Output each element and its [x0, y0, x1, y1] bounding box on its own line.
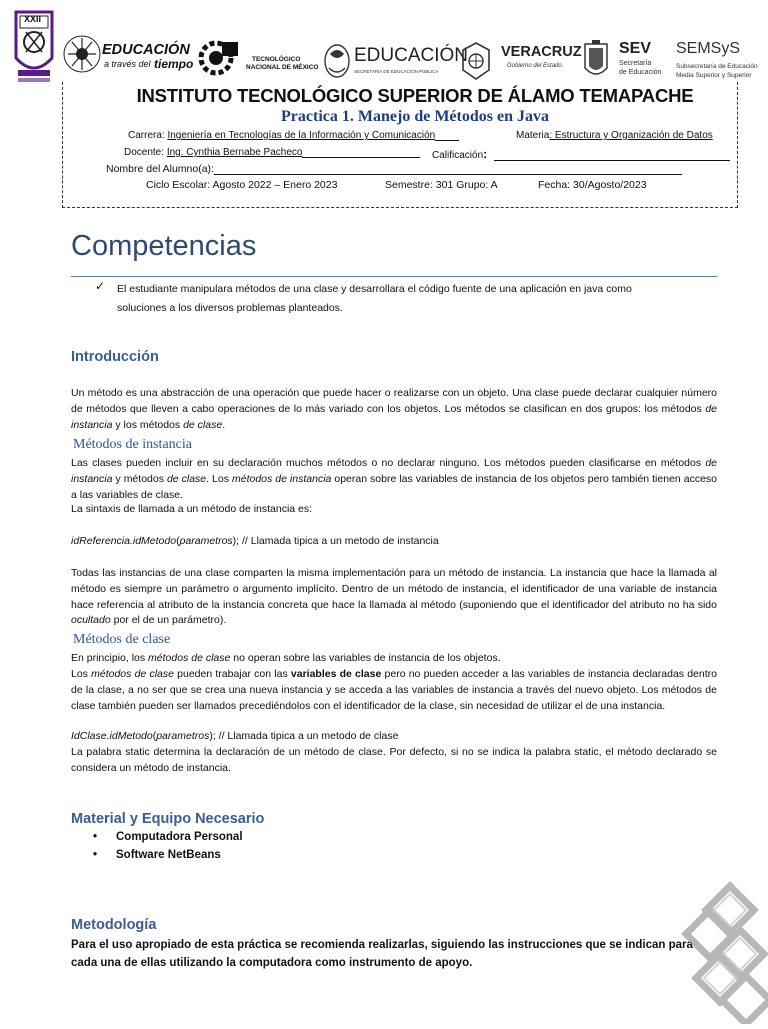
- sep-educacion-logo: [322, 42, 469, 82]
- bullet-icon: •: [93, 849, 98, 861]
- veracruz-wordmark: VERACRUZ: [501, 44, 582, 60]
- list-item: [93, 831, 243, 849]
- sev-subtitle-2: de Educación: [619, 69, 662, 76]
- educacion2-subtitle: SECRETARÍA DE EDUCACIÓN PÚBLICA: [354, 69, 439, 74]
- text-run: . Los: [206, 472, 232, 485]
- alumno-line: [106, 163, 682, 175]
- calificacion-field[interactable]: [494, 160, 730, 161]
- semsys-subtitle-1: Subsecretaría de Educación: [676, 63, 758, 70]
- tecnm-line2: NACIONAL DE MÉXICO: [246, 64, 319, 71]
- text-run-italic: métodos de instancia: [231, 472, 332, 485]
- sev-wordmark: SEV: [619, 40, 652, 57]
- text-run: pueden trabajar con las: [173, 668, 291, 680]
- text-run-italic: métodos de clase: [148, 652, 231, 664]
- text-run: En principio, los: [71, 652, 149, 664]
- text-run-italic: parametros: [179, 535, 233, 547]
- sev-logo: [619, 42, 675, 82]
- ciclo-escolar: Ciclo Escolar: Agosto 2022 – Enero 2023: [146, 179, 338, 191]
- docente-underline: [302, 157, 420, 158]
- bullet-icon: •: [93, 831, 98, 843]
- metodologia-text: Para el uso apropiado de esta práctica se recomienda realizarlas, siguiendo las instrucciones que se indican para cada una de ellas utilizando la computadora como instrumento de apoyo.: [71, 939, 693, 969]
- text-run: .: [222, 418, 226, 431]
- text-run: y métodos: [112, 472, 167, 485]
- material-heading: Material y Equipo Necesario: [71, 811, 265, 827]
- text-run: (: [176, 535, 180, 547]
- practice-title: Practica 1. Manejo de Métodos en Java: [281, 108, 549, 125]
- docente-line: [124, 147, 420, 158]
- semsys-wordmark: SEMSyS: [676, 40, 741, 57]
- carrera-line: [128, 130, 459, 141]
- materia-line: [516, 130, 713, 141]
- text-run: y los métodos: [112, 418, 184, 431]
- fecha: Fecha: 30/Agosto/2023: [538, 179, 647, 191]
- materia-value: : Estructura y Organización de Datos: [549, 130, 713, 141]
- educacion-tiempo-logo: [62, 32, 192, 78]
- educacion1-wordmark: EDUCACIÓN: [102, 42, 190, 58]
- text-run: operan sobre las variables de instancia de los objetos pero también tienen acceso a las variables de clase.: [71, 472, 718, 501]
- checkmark-icon: ✓: [95, 279, 106, 293]
- text-run-italic: IdClase.idMetodo: [71, 730, 153, 742]
- calificacion-line: [432, 147, 730, 161]
- material-list: [93, 831, 243, 867]
- calificacion-label: Calificación: [432, 150, 484, 161]
- carrera-label: Carrera:: [128, 130, 168, 141]
- educacion1-tagline-tiempo: tiempo: [154, 57, 194, 71]
- text-run-italic: de instancia: [71, 402, 717, 431]
- docente-value: Ing. Cynthia Bernabe Pacheco: [166, 147, 303, 158]
- docente-label: Docente:: [124, 147, 167, 158]
- text-run: Las clases pueden incluir en su declaración muchos métodos o no declarar ninguno. Los métodos pueden clasificarse en métodos: [71, 457, 706, 469]
- list-item-label: Computadora Personal: [116, 831, 243, 843]
- text-run-italic: de clase: [183, 418, 223, 431]
- text-run: Los: [71, 668, 92, 680]
- clase-line-1: [71, 652, 501, 664]
- instancia-syntax: [71, 535, 439, 547]
- competencias-rule: [71, 276, 717, 277]
- institution-title: INSTITUTO TECNOLÓGICO SUPERIOR DE ÁLAMO TEMAPACHE: [136, 85, 694, 106]
- sev-subtitle-1: Secretaría: [619, 60, 652, 67]
- semsys-logo: [676, 40, 768, 84]
- text-run-italic: ocultado: [71, 614, 111, 627]
- text-run-italic: de clase: [166, 472, 207, 485]
- clase-syntax: [71, 730, 398, 742]
- carrera-value: Ingeniería en Tecnologías de la Información y Comunicación: [167, 130, 436, 141]
- competencias-heading: Competencias: [71, 230, 257, 262]
- tecnm-line1: TECNOLÓGICO: [252, 56, 301, 63]
- list-item-label: Software NetBeans: [116, 849, 221, 861]
- alumno-label: Nombre del Alumno(a):: [106, 163, 214, 175]
- metodos-instancia-heading: Métodos de instancia: [73, 437, 192, 452]
- clase-paragraph-2: La palabra static determina la declaración de un método de clase. Por defecto, si no se indica la palabra static, el método declarado se considera un método de instancia.: [71, 746, 717, 774]
- text-run-italic: de instancia: [71, 457, 717, 485]
- semestre-grupo: Semestre: 301 Grupo: A: [385, 179, 498, 191]
- text-run-bold: variables de clase: [290, 668, 382, 680]
- xxii-text: XXII: [24, 14, 42, 24]
- introduccion-heading: Introducción: [71, 349, 159, 365]
- instancia-paragraph-2: [71, 566, 717, 629]
- text-run-italic: parametros: [156, 730, 210, 742]
- metodos-clase-heading: Métodos de clase: [73, 632, 171, 647]
- instancia-paragraph: [71, 456, 717, 503]
- text-run: no operan sobre las variables de instancia de los objetos.: [230, 652, 501, 664]
- educacion1-tagline: a través del: [104, 59, 151, 69]
- clase-paragraph: [71, 667, 717, 714]
- alumno-name-field[interactable]: [214, 174, 682, 175]
- metodologia-heading: Metodología: [71, 917, 157, 933]
- tecnm-logo: [194, 38, 320, 78]
- list-item: [93, 849, 243, 867]
- instancia-syntax-intro: La sintaxis de llamada a un método de instancia es:: [71, 503, 313, 515]
- introduccion-paragraph: [71, 386, 717, 433]
- veracruz-logo: [501, 44, 583, 76]
- text-run: (: [152, 730, 157, 742]
- text-run-italic: idReferencia.idMetodo: [71, 535, 177, 547]
- itsat-shield-logo: [12, 8, 56, 88]
- carrera-underline: [435, 140, 459, 141]
- text-run-italic: métodos de clase: [91, 668, 174, 680]
- knot-ornament-icon: [680, 880, 768, 1024]
- veracruz-emblem: [459, 40, 493, 82]
- veracruz-subtitle: Gobierno del Estado: [507, 63, 562, 69]
- materia-label: Materia: [516, 130, 550, 141]
- text-run: ); // Llamada tipica a un metodo de instancia: [232, 535, 439, 547]
- text-run: por el de un parámetro).: [110, 614, 227, 627]
- text-run: Un método es una abstracción de una operación que puede hacer o realizarse con un objeto. Una clase puede declarar cualquier número de métodos que lleven a cabo operaciones de lo más variado con los objetos. Los métodos se clasifican en dos grupos: los métodos: [71, 387, 717, 415]
- text-run: ); // Llamada tipica a un metodo de clase: [209, 730, 399, 742]
- competencias-text: El estudiante manipulara métodos de una clase y desarrollara el código fuente de una aplicación en java como soluciones a los diversos problemas planteados.: [117, 283, 632, 314]
- educacion2-wordmark: EDUCACIÓN: [354, 45, 469, 66]
- text-run: pero no pueden acceder a las variables de instancia declaradas dentro de la clase, a no ser que se crea una nueva instancia y se acceda a las variables de instancia a través del nuevo objeto. Los métodos de clase también pueden ser llamados precediéndolos con el identificador de la clase, sin necesidad de utilizar el de una instancia.: [71, 668, 717, 712]
- semsys-subtitle-2: Media Superior y Superior: [676, 72, 752, 79]
- text-run: Todas las instancias de una clase comparten la misma implementación para un método de instancia. La instancia que hace la llamada al método es siempre un parámetro o argumento implícito. Dentro de un método de instancia, el identificador de una variable de instancia hace referencia al atributo de la instancia concreta que hace la llamada al método (suponiendo que el identificador del atributo no ha sido: [71, 567, 717, 611]
- calificacion-colon: :: [483, 147, 488, 161]
- state-seal-emblem: [581, 38, 611, 82]
- logo-strip: [0, 8, 768, 82]
